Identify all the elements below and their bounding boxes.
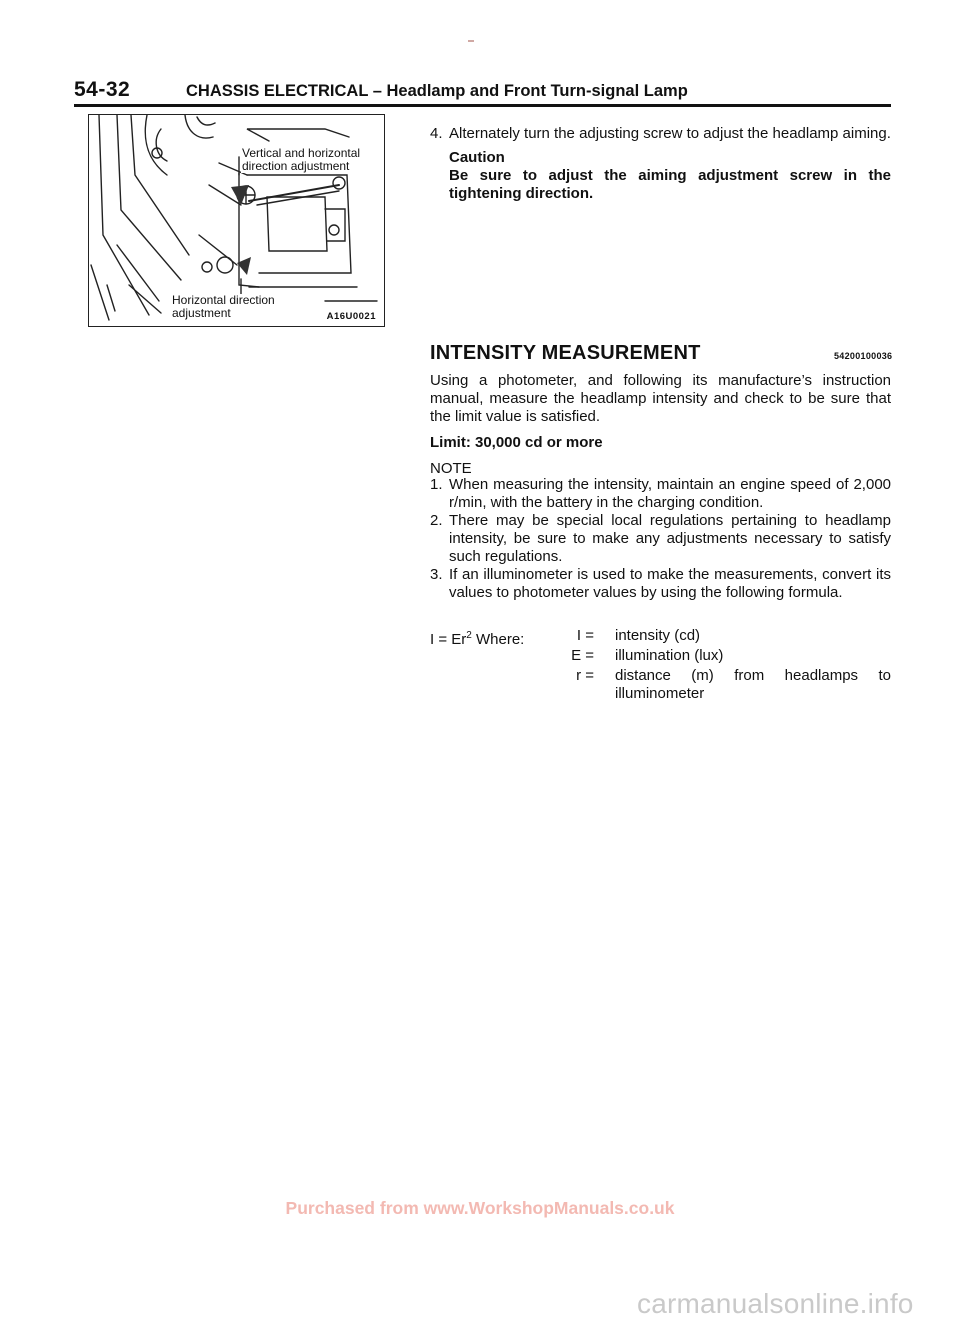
caution-text: Be sure to adjust the aiming adjustment screw in the tightening direction.: [449, 167, 891, 202]
note-number: 1.: [430, 476, 443, 493]
note-number: 2.: [430, 512, 443, 529]
formula-lhs: I = Er: [430, 631, 467, 648]
note-item: [430, 512, 891, 566]
footer-site: carmanualsonline.info: [637, 1288, 914, 1319]
note-number: 3.: [430, 566, 443, 583]
formula-def: intensity (cd): [615, 627, 701, 644]
formula-def: distance (m) from headlamps to illuminometer: [615, 667, 891, 702]
intro-text: Using a photometer, and following its manufacture’s instruction manual, measure the headlamp intensity and check to be sure that the limit value is satisfied.: [430, 372, 891, 425]
vertical-horizontal-adjustment-label: Vertical and horizontal direction adjustment: [241, 147, 371, 173]
step-text: Alternately turn the adjusting screw to adjust the headlamp aiming.: [449, 125, 891, 142]
page-number: 54-32: [74, 78, 131, 101]
intensity-heading: INTENSITY MEASUREMENT: [430, 342, 701, 364]
note-text: When measuring the intensity, maintain an engine speed of 2,000 r/min, with the battery in the charging condition.: [449, 476, 891, 511]
note-text: If an illuminometer is used to make the measurements, convert its values to photometer values by using the following formula.: [449, 566, 891, 601]
formula-def: illumination (lux): [615, 647, 724, 664]
adjustment-figure: [88, 114, 385, 327]
intensity-code: 54200100036: [834, 351, 893, 361]
caution-title: Caution: [449, 149, 505, 166]
scan-mark: [468, 40, 474, 42]
step-number: 4.: [430, 125, 443, 142]
limit-text: Limit: 30,000 cd or more: [430, 434, 603, 451]
header-rule: [74, 104, 891, 107]
figure-code: A16U0021: [326, 311, 376, 322]
formula-where: Where:: [471, 631, 525, 648]
page-header: [74, 78, 889, 104]
note-text: There may be special local regulations pertaining to headlamp intensity, be sure to make any adjustments necessary to satisfy such regulations.: [449, 512, 891, 565]
note-item: [430, 566, 891, 620]
purchase-watermark: Purchased from www.WorkshopManuals.co.uk: [285, 1198, 675, 1218]
section-title: CHASSIS ELECTRICAL – Headlamp and Front Turn-signal Lamp: [186, 82, 688, 100]
formula-exponent: 2: [466, 630, 472, 641]
formula-var: E =: [571, 647, 594, 664]
step-4: [430, 125, 891, 203]
formula-expression: [430, 627, 524, 649]
note-item: [430, 476, 891, 512]
formula-var: r =: [576, 667, 594, 684]
note-title: NOTE: [430, 460, 472, 477]
note-list: [430, 476, 891, 620]
formula-var: I =: [576, 627, 594, 644]
intensity-intro: [430, 372, 891, 478]
horizontal-adjustment-label: Horizontal direction adjustment: [171, 294, 281, 320]
